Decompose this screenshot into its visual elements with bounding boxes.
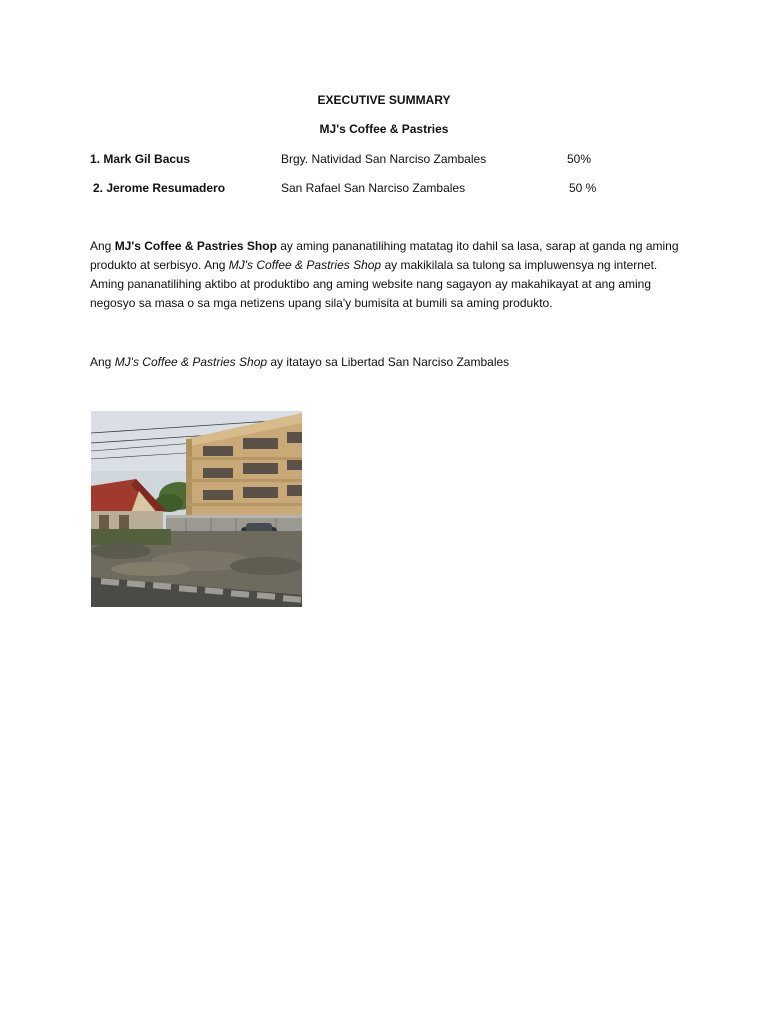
owner-name: 1. Mark Gil Bacus — [90, 152, 191, 166]
paragraph-text: Ang — [90, 239, 115, 253]
paragraph-text: Ang — [90, 355, 115, 369]
document-title: EXECUTIVE SUMMARY — [317, 93, 451, 107]
owner-address: Brgy. Natividad San Narciso Zambales — [281, 152, 487, 166]
owner-name: 2. Jerome Resumadero — [93, 181, 226, 195]
shop-name-italic: MJ's Coffee & Pastries Shop — [228, 258, 382, 272]
owner-row — [0, 181, 768, 197]
business-name: MJ's Coffee & Pastries — [319, 122, 449, 136]
location-paragraph — [90, 353, 680, 372]
owner-share: 50% — [567, 152, 592, 166]
owner-share: 50 % — [569, 181, 597, 195]
paragraph-text: ay aming pananatilihing matatag ito dahil sa lasa, sarap at ganda ng aming produkto at serbisyo. Ang — [90, 239, 679, 272]
shop-name-italic: MJ's Coffee & Pastries Shop — [114, 355, 268, 369]
description-paragraph — [90, 237, 680, 313]
owner-address: San Rafael San Narciso Zambales — [281, 181, 466, 195]
shop-name-bold: MJ's Coffee & Pastries Shop — [114, 239, 277, 253]
paragraph-text: ay makikilala sa tulong sa impluwensya ng internet. Aming pananatilihing aktibo at produktibo ang aming website nang sagayon ay makahikayat at ang aming negosyo sa masa o sa mga netizens upang sila'y bumisita at bumili sa aming produkto. — [90, 258, 658, 310]
location-photo — [91, 411, 302, 607]
owner-row — [0, 152, 768, 168]
paragraph-text: ay itatayo sa Libertad San Narciso Zambales — [267, 355, 510, 369]
